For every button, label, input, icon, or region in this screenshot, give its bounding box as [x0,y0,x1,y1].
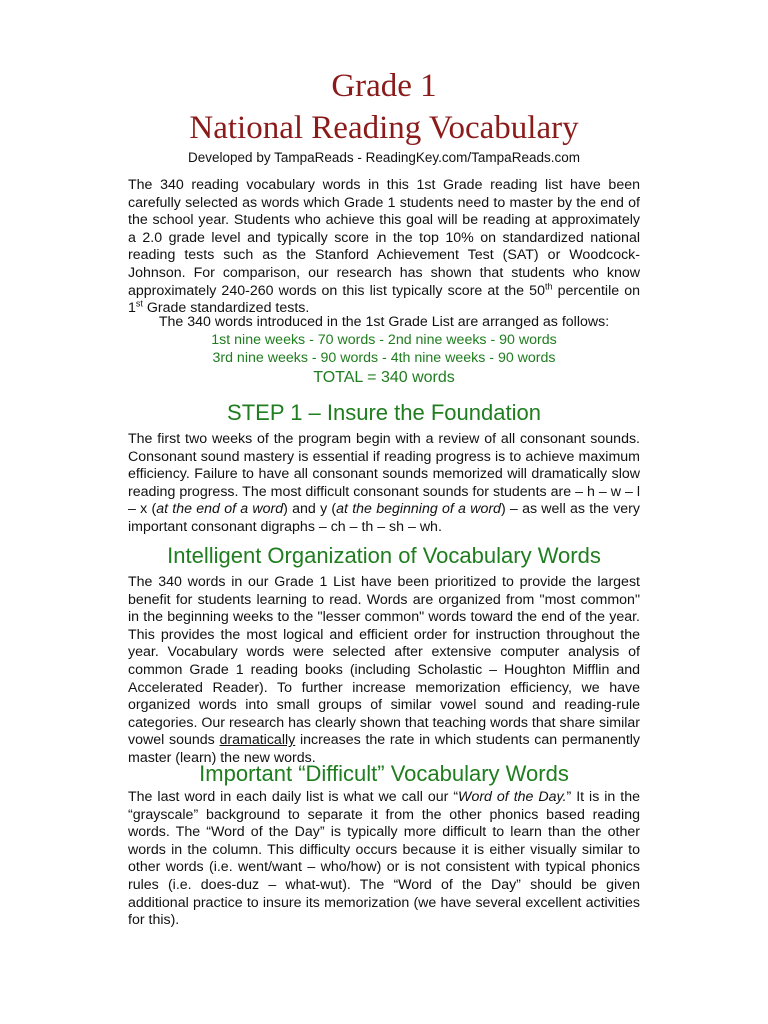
intro-paragraph [128,177,640,318]
step1-text-b: ) and y ( [283,501,337,518]
intro-text-c: Grade standardized tests. [142,300,310,317]
intro-sup-th: th [544,280,553,291]
difficult-heading: Important “Difficult” Vocabulary Words [199,761,569,786]
difficult-text-a: The last word in each daily list is what we call our “ [128,789,459,805]
organization-underlined-word: dramatically [219,732,296,749]
arrangement-total: TOTAL = 340 words [313,369,455,386]
developed-by-line: Developed by TampaReads - ReadingKey.com/TampaReads.com [188,150,580,165]
difficult-text-b: ” It is in the “grayscale” background to separate it from the other phonics based reading words. The “Word of the Day” is typically more difficult to learn than the other words in the column. This difficulty occurs because it is either visually similar to other words (i.e. went/want – who/how) or is not consistent with typical phonics rules (i.e. does-duz – what-wut). The “Word of the Day” should be given additional practice to insure its memorization (we have several excellent activities for this). [128,789,640,929]
step1-paragraph [128,431,640,537]
step1-text-a: The first two weeks of the program begin with a review of all consonant sounds. Consonant sound mastery is essential if reading progress is to achieve maximum efficiency. Failure to have all consonant sounds memorized will dramatically slow reading progress. The most difficult consonant sounds for students are – h – w – l – x ( [128,431,640,518]
organization-paragraph [128,574,640,768]
intro-text-a: The 340 reading vocabulary words in this 1st Grade reading list have been carefully selected as words which Grade 1 students need to master by the end of the school year. Students who achieve this goal will be reading at approximately a 2.0 grade level and typically score in the top 10% on standardized national reading tests such as the Stanford Achievement Test (SAT) or Woodcock-Johnson. For comparison, our research has shown that students who know approximately 240-260 words on this list typically score at the 50 [128,177,640,299]
title-grade: Grade 1 [331,68,437,104]
step1-italic-b: at the beginning of a word [336,501,501,518]
arrangement-intro: The 340 words introduced in the 1st Grade List are arranged as follows: [158,314,610,330]
arrangement-line-1: 1st nine weeks - 70 words - 2nd nine weeks - 90 words [211,332,557,348]
organization-heading: Intelligent Organization of Vocabulary Words [167,543,601,568]
step1-text-c: ) – as well as the very important consonant digraphs – ch – th – sh – wh. [128,501,640,535]
step1-italic-a: at the end of a word [156,501,284,518]
title-national-reading-vocabulary: National Reading Vocabulary [189,110,579,146]
intro-sup-st: st [135,298,143,309]
arrangement-line-2: 3rd nine weeks - 90 words - 4th nine weeks - 90 words [212,350,556,366]
organization-text-a: The 340 words in our Grade 1 List have been prioritized to provide the largest benefit for students learning to read. Words are organized from "most common" in the beginning weeks to the "lesser common" words toward the end of the year. This provides the most logical and efficient order for instruction throughout the year. Vocabulary words were selected after extensive computer analysis of common Grade 1 reading books (including Scholastic – Houghton Mifflin and Accelerated Reader). To further increase memorization efficiency, we have organized words into small groups of similar vowel sound and reading-rule categories. Our research has clearly shown that teaching words that share similar vowel sounds [128,574,640,749]
intro-text-b: percentile on 1 [128,282,640,317]
organization-text-b: increases the rate in which students can permanently master (learn) the new words. [128,732,641,766]
step1-heading: STEP 1 – Insure the Foundation [227,400,541,425]
difficult-italic: Word of the Day. [458,789,567,805]
difficult-paragraph [128,789,640,930]
